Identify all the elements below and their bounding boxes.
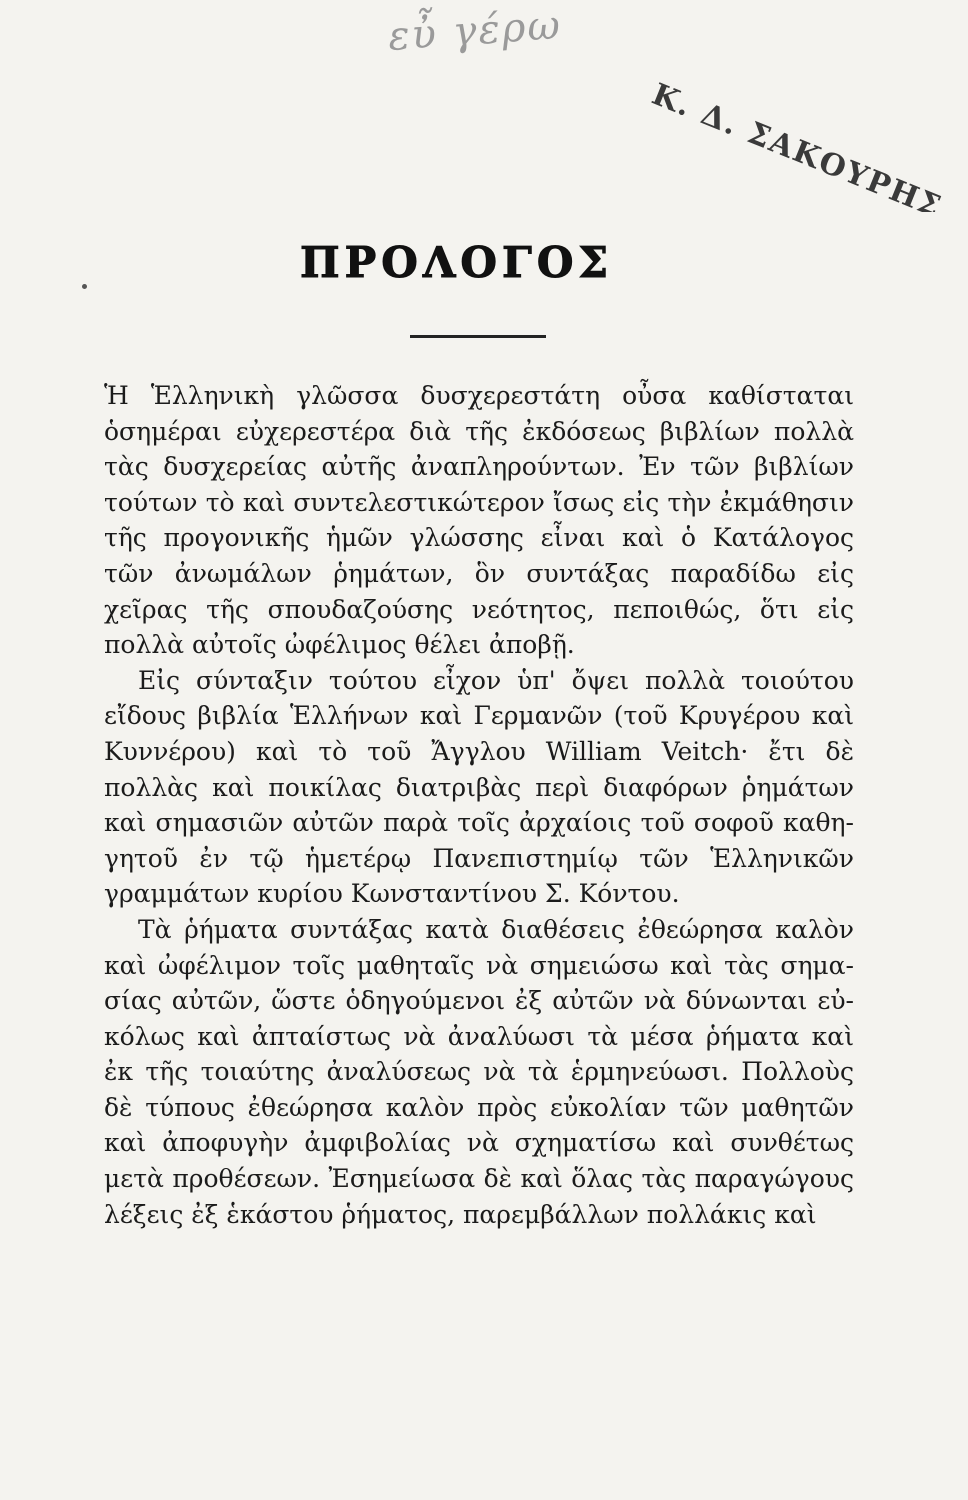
text-line: καὶ ἀποφυγὴν ἀμφιβολίας νὰ σχηματίσω καὶ συνθέτως <box>104 1128 854 1158</box>
paragraph <box>104 378 854 663</box>
text-line: ὁσημέραι εὐχερεστέρα διὰ τῆς ἐκδόσεως βιβλίων πολλὰ <box>104 416 854 446</box>
text-line: μετὰ προθέσεων. Ἐσημείωσα δὲ καὶ ὅλας τὰς παραγώγους <box>104 1164 854 1194</box>
paragraph <box>104 663 854 912</box>
text-line: πολλὰ αὐτοῖς ὠφέλιμος θέλει ἀποβῇ. <box>104 630 575 660</box>
text-line: εἴδους βιβλία Ἑλλήνων καὶ Γερμανῶν (τοῦ Κρυγέρου καὶ <box>104 701 854 731</box>
text-line: κόλως καὶ ἀπταίστως νὰ ἀναλύωσι τὰ μέσα ῥήματα καὶ <box>104 1021 854 1051</box>
text-line: τῶν ἀνωμάλων ῥημάτων, ὃν συντάξας παραδίδω εἰς <box>104 558 854 588</box>
ink-dot <box>82 284 87 289</box>
stamp-text: Κ. Δ. ΣΑΚΟΥΡΗΣ <box>647 76 947 212</box>
ownership-stamp <box>640 72 960 212</box>
text-line: γητοῦ ἐν τῷ ἡμετέρῳ Πανεπιστημίῳ τῶν Ἑλληνικῶν <box>104 843 854 873</box>
preface-body <box>104 378 854 1232</box>
stamp-graphic <box>640 72 960 212</box>
text-line: σίας αὐτῶν, ὥστε ὁδηγούμενοι ἐξ αὐτῶν νὰ δύνωνται εὐ- <box>104 986 854 1016</box>
text-line: τὰς δυσχερείας αὐτῆς ἀναπληρούντων. Ἐν τῶν βιβλίων <box>104 452 854 482</box>
title-rule <box>410 335 546 338</box>
text-line: πολλὰς καὶ ποικίλας διατριβὰς περὶ διαφόρων ῥημάτων <box>104 772 854 802</box>
text-line: Ἡ Ἑλληνικὴ γλῶσσα δυσχερεστάτη οὖσα καθίσταται <box>104 381 854 410</box>
page-title: ΠΡΟΛΟΓΟΣ <box>300 238 614 287</box>
text-line: γραμμάτων κυρίου Κωνσταντίνου Σ. Κόντου. <box>104 879 680 909</box>
text-line: Τὰ ῥήματα συντάξας κατὰ διαθέσεις ἐθεώρησα καλὸν <box>138 914 854 944</box>
text-line: τῆς προγονικῆς ἡμῶν γλώσσης εἶναι καὶ ὁ Κατάλογος <box>104 523 854 553</box>
text-line: δὲ τύπους ἐθεώρησα καλὸν πρὸς εὐκολίαν τῶν μαθητῶν <box>104 1092 854 1122</box>
text-line: Εἰς σύνταξιν τούτου εἶχον ὑπ' ὄψει πολλὰ τοιούτου <box>138 665 854 695</box>
text-line: Κυννέρου) καὶ τὸ τοῦ Ἄγγλου William Veitch· ἔτι δὲ <box>104 736 854 766</box>
handwritten-note: εὖ γέρω <box>386 1 564 61</box>
text-line: χεῖρας τῆς σπουδαζούσης νεότητος, πεποιθώς, ὅτι εἰς <box>104 594 854 624</box>
text-line: καὶ σημασιῶν αὐτῶν παρὰ τοῖς ἀρχαίοις τοῦ σοφοῦ καθη- <box>104 808 854 838</box>
text-line: ἐκ τῆς τοιαύτης ἀναλύσεως νὰ τὰ ἑρμηνεύωσι. Πολλοὺς <box>104 1057 854 1087</box>
text-line: τούτων τὸ καὶ συντελεστικώτερον ἴσως εἰς τὴν ἐκμάθησιν <box>104 487 854 517</box>
text-line: λέξεις ἐξ ἑκάστου ῥήματος, παρεμβάλλων πολλάκις καὶ <box>104 1199 817 1229</box>
paragraph <box>104 912 854 1232</box>
text-line: καὶ ὠφέλιμον τοῖς μαθηταῖς νὰ σημειώσω καὶ τὰς σημα- <box>104 950 854 980</box>
